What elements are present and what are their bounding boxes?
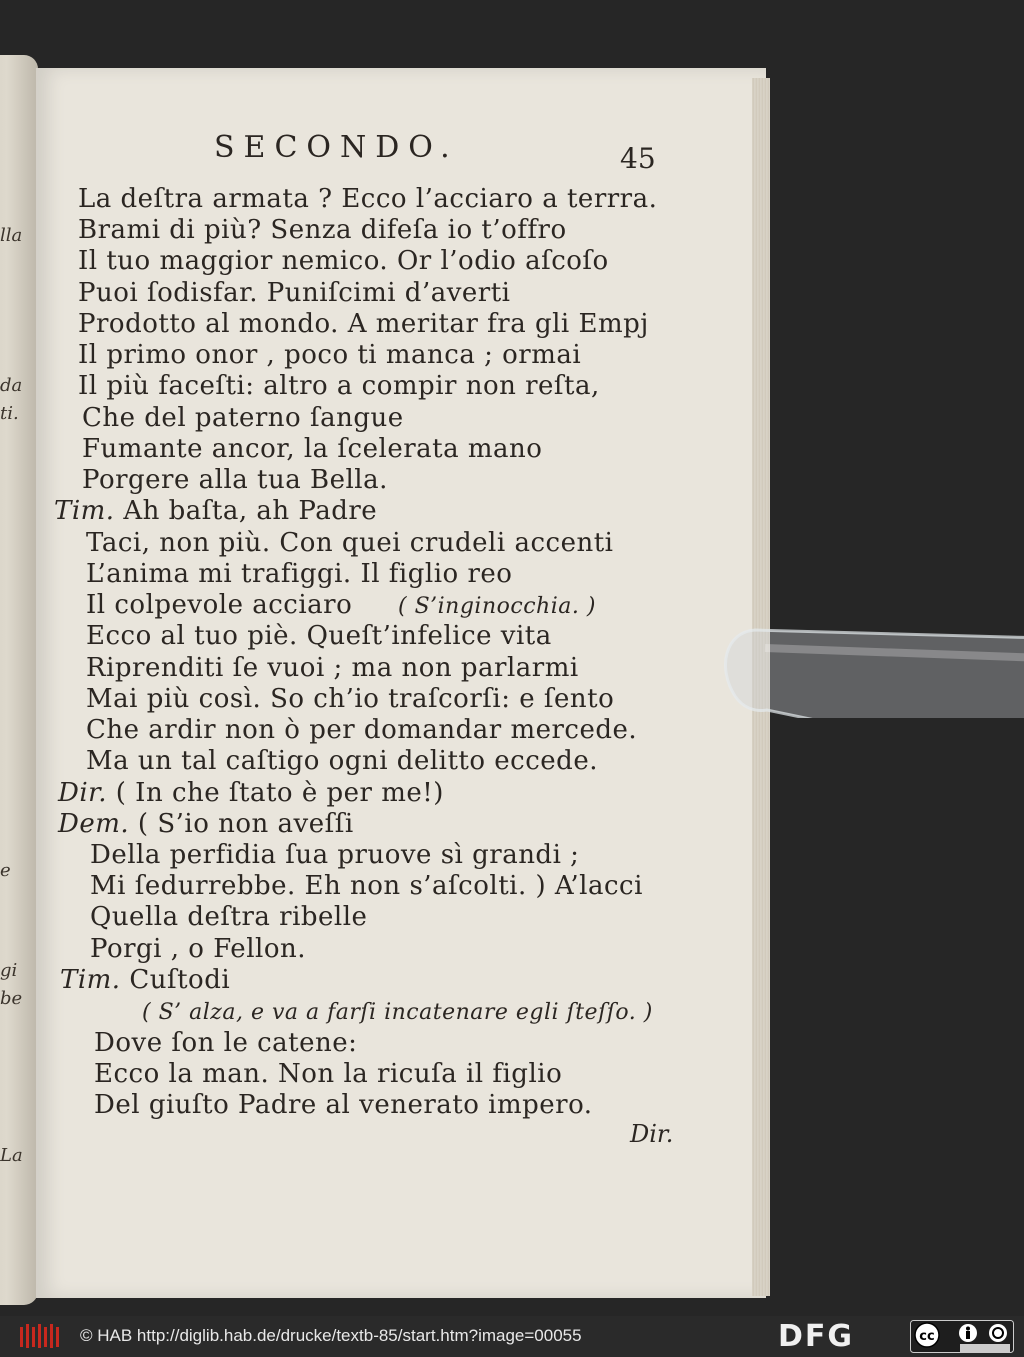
cc-by-sa-icon[interactable] — [910, 1320, 1014, 1353]
catchword: Dir. — [630, 1120, 674, 1148]
verse-line: Porgi , o Fellon. — [90, 934, 306, 964]
facing-page-fragment: lla — [0, 225, 23, 246]
verse-line: Fumante ancor, la ſcelerata mano — [82, 434, 543, 464]
verse-line: Il più faceſti: altro a compir non reſta, — [78, 371, 600, 401]
verse-line: Ecco la man. Non la ricuſa il figlio — [94, 1059, 563, 1089]
verse-line: Che del paterno ſangue — [82, 403, 404, 433]
verse-line: Prodotto al mondo. A meritar fra gli Empj — [78, 309, 649, 339]
facing-page-fragment: La — [0, 1145, 23, 1166]
verse-line: La deſtra armata ? Ecco l’acciaro a terrra. — [78, 184, 658, 214]
facing-page-fragment: e — [0, 860, 11, 881]
verse-line: Tim. Ah baſta, ah Padre — [54, 496, 378, 526]
stage-direction: ( S’ alza, e va a farſi incatenare egli ſteſſo. ) — [142, 1000, 653, 1025]
verse-line: Il colpevole acciaro — [86, 590, 353, 620]
verse-line: Ma un tal caſtigo ogni delitto eccede. — [86, 746, 598, 776]
facing-page-fragment: gi — [0, 960, 18, 981]
verse-line: L’anima mi trafiggi. Il figlio reo — [86, 559, 513, 589]
facing-page-fragment: ti. — [0, 403, 19, 424]
copyright-link[interactable]: © HAB http://diglib.hab.de/drucke/textb-85/start.htm?image=00055 — [80, 1326, 582, 1345]
speaker-label: Dem. — [58, 809, 130, 839]
verse-line: Puoi ſodisfar. Puniſcimi d’averti — [78, 278, 511, 308]
facing-page-fragment: be — [0, 988, 23, 1009]
verse-line: Taci, non più. Con quei crudeli accenti — [86, 528, 614, 558]
running-head: SECONDO. — [214, 130, 459, 165]
facing-page-edge — [0, 55, 38, 1305]
page-number: 45 — [620, 142, 656, 175]
verse-line: Mai più così. So ch’io traſcorſi: e ſento — [86, 684, 615, 714]
verse-line: Del giuſto Padre al venerato impero. — [94, 1090, 593, 1120]
verse-line: Brami di più? Senza difeſa io t’offro — [78, 215, 567, 245]
dfg-logo: DFG — [778, 1319, 855, 1354]
stage-direction: ( S’inginocchia. ) — [398, 594, 596, 619]
viewer-footer — [0, 1316, 1024, 1357]
speaker-label: Tim. — [54, 496, 115, 526]
facing-page-fragment: da — [0, 375, 23, 396]
verse-line: Il tuo maggior nemico. Or l’odio aſcoſo — [78, 246, 609, 276]
verse-line: Mi ſedurrebbe. Eh non s’aſcolti. ) A’lacci — [90, 871, 643, 901]
verse-line: Dove ſon le catene: — [94, 1028, 358, 1058]
verse-line: Tim. Cuſtodi — [60, 965, 231, 995]
page-clip — [715, 618, 1024, 718]
speaker-label: Dir. — [58, 778, 107, 808]
verse-line: Della perfidia ſua pruove sì grandi ; — [90, 840, 580, 870]
verse-line: Quella deſtra ribelle — [90, 902, 368, 932]
speaker-label: Tim. — [60, 965, 121, 995]
svg-text:cc: cc — [919, 1329, 935, 1344]
verse-line: Dem. ( S’io non aveſſi — [58, 809, 354, 839]
verse-line: Porgere alla tua Bella. — [82, 465, 388, 495]
verse-line: Riprenditi ſe vuoi ; ma non parlarmi — [86, 653, 579, 683]
verse-line: Ecco al tuo piè. Queſt’infelice vita — [86, 621, 552, 651]
hab-logo-icon — [18, 1321, 66, 1351]
verse-line: Che ardir non ò per domandar mercede. — [86, 715, 638, 745]
verse-line: Il primo onor , poco ti manca ; ormai — [78, 340, 582, 370]
verse-line: Dir. ( In che ſtato è per me!) — [58, 778, 444, 808]
